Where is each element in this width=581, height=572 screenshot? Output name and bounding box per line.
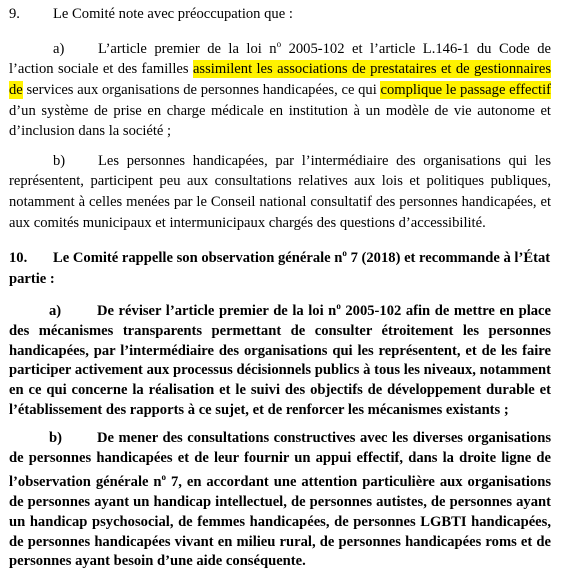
superscript: o [342, 248, 347, 259]
text-segment: 7 (2018) et recommande à l’État partie : [9, 250, 551, 287]
text-segment: d’un système de prise en charge médicale en institution à un modèle de vie autonome et d’inclusion dans la société ; [9, 102, 551, 140]
paragraph-10 [9, 243, 551, 572]
paragraph-9 [9, 4, 551, 233]
subparagraph-9a [9, 34, 551, 142]
highlighted-text: complique le passage effectif [380, 82, 551, 99]
superscript: o [336, 301, 341, 312]
text-segment: 7, en accordant une attention particulière aux organisations de personnes ayant un handicap intellectuel, de personnes autistes, de personnes ayant un handicap psychosocial, de femmes handicapées, de personnes LGBTI handicapées, de personnes handicapées vivant en milieu rural, de personnes handicapées roms et de personnes ayant besoin d’une aide conséquente. [9, 474, 551, 570]
paragraph-intro: Le Comité note avec préoccupation que : [53, 6, 293, 22]
text-segment: services aux organisations de personnes handicapées, ce qui [22, 82, 381, 99]
subparagraph-10b [9, 429, 551, 572]
superscript: o [161, 472, 167, 483]
text-segment: Les personnes handicapées, par l’intermédiaire des organisations qui les représentent, participent peu aux consultations relatives aux lois et politiques publiques, notamment à celles menées par le Conseil national consultatif des personnes handicapées, et aux comités municipaux et intermunicipaux chargés des questions d’accessibilité. [9, 152, 551, 231]
subparagraph-letter: b) [53, 152, 66, 169]
subparagraph-letter: a) [49, 302, 62, 319]
text-segment: De mener des consultations constructives avec les diverses organisations de personnes handicapées et de leur fournir un appui effectif, dans la droite ligne de l’observation générale n [9, 429, 551, 491]
subparagraph-10a [9, 297, 551, 421]
document-page [9, 4, 551, 572]
paragraph-10-heading [9, 243, 551, 289]
paragraph-9-heading [9, 4, 551, 25]
text-segment: De réviser l’article premier de la loi n [97, 302, 337, 319]
subparagraph-letter: a) [53, 40, 65, 57]
paragraph-number: 10. [9, 250, 28, 267]
text-segment: 2005-102 afin de mettre en place des mécanismes transparents permettant de consulter étroitement les personnes handicapées, par l’intermédiaire des organisations qui les représentent, et de les faire participer activement aux processus décisionnels publics à tous les niveaux, notamment en ce qui concerne la réalisation et le suivi des objectifs de développement durable et l’établissement des rapports à ce sujet, et de renforcer les mécanismes existants ; [9, 302, 552, 418]
highlighted-text: assimilent les associations de prestataires et de gestionnaires de [9, 61, 551, 99]
subparagraph-letter: b) [49, 429, 62, 446]
subparagraph-9b [9, 151, 551, 233]
paragraph-number: 9. [9, 6, 20, 22]
text-segment: 2005-102 et l’article L.146-1 du Code de l’action sociale et des familles [9, 40, 551, 78]
text-segment: L’article premier de la loi n [98, 40, 277, 57]
text-segment: Le Comité rappelle son observation générale n [53, 250, 343, 267]
superscript: o [276, 39, 282, 49]
